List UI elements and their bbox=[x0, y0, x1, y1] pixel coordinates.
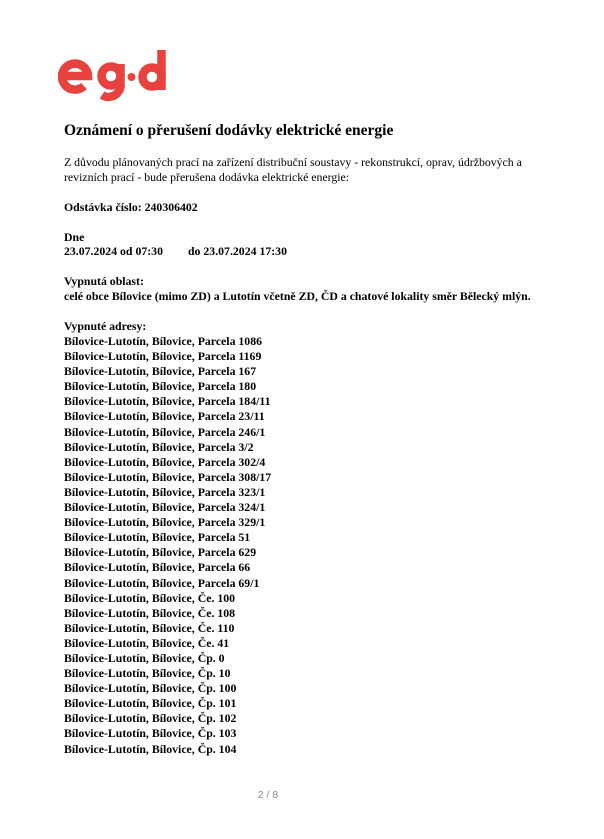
address-item: Bílovice-Lutotín, Bílovice, Parcela 180 bbox=[64, 379, 257, 394]
egd-logo bbox=[58, 46, 170, 102]
address-item: Bílovice-Lutotín, Bílovice, Parcela 629 bbox=[64, 545, 257, 560]
address-item: Bílovice-Lutotín, Bílovice, Čp. 100 bbox=[64, 681, 237, 696]
date-from: 23.07.2024 od 07:30 bbox=[64, 244, 163, 258]
date-label: Dne bbox=[64, 230, 85, 244]
address-item: Bílovice-Lutotín, Bílovice, Parcela 308/17 bbox=[64, 469, 272, 484]
address-list bbox=[64, 334, 271, 757]
page-indicator-wrap bbox=[0, 789, 604, 801]
address-item: Bílovice-Lutotín, Bílovice, Parcela 184/11 bbox=[64, 394, 271, 409]
address-item: Bílovice-Lutotín, Bílovice, Parcela 167 bbox=[64, 364, 257, 379]
address-item: Bílovice-Lutotín, Bílovice, Parcela 3/2 bbox=[64, 439, 254, 454]
address-item: Bílovice-Lutotín, Bílovice, Če. 100 bbox=[64, 590, 236, 605]
address-item: Bílovice-Lutotín, Bílovice, Parcela 302/4 bbox=[64, 454, 266, 469]
address-item: Bílovice-Lutotín, Bílovice, Parcela 323/1 bbox=[64, 484, 266, 499]
address-item: Bílovice-Lutotín, Bílovice, Če. 110 bbox=[64, 620, 235, 635]
address-item: Bílovice-Lutotín, Bílovice, Če. 108 bbox=[64, 605, 236, 620]
address-item: Bílovice-Lutotín, Bílovice, Parcela 51 bbox=[64, 530, 251, 545]
area-value: celé obce Bílovice (mimo ZD) a Lutotín včetně ZD, ČD a chatové lokality směr Bělecký mlýn. bbox=[64, 289, 531, 303]
address-item: Bílovice-Lutotín, Bílovice, Parcela 329/1 bbox=[64, 515, 266, 530]
address-item: Bílovice-Lutotín, Bílovice, Parcela 324/1 bbox=[64, 500, 266, 515]
address-item: Bílovice-Lutotín, Bílovice, Parcela 69/1 bbox=[64, 575, 260, 590]
address-item: Bílovice-Lutotín, Bílovice, Parcela 66 bbox=[64, 560, 251, 575]
address-item: Bílovice-Lutotín, Bílovice, Parcela 1169 bbox=[64, 349, 262, 364]
address-item: Bílovice-Lutotín, Bílovice, Če. 41 bbox=[64, 635, 230, 650]
area-label: Vypnutá oblast: bbox=[64, 274, 144, 288]
date-to: do 23.07.2024 17:30 bbox=[188, 244, 287, 258]
notice-intro: Z důvodu plánovaných prací na zařízení distribuční soustavy - rekonstrukcí, oprav, údržbových a revizních prací - bude přerušena dodávka elektrické energie: bbox=[64, 155, 522, 184]
address-item: Bílovice-Lutotín, Bílovice, Parcela 1086 bbox=[64, 334, 263, 348]
address-item: Bílovice-Lutotín, Bílovice, Čp. 103 bbox=[64, 726, 237, 741]
addresses-label: Vypnuté adresy: bbox=[64, 319, 147, 333]
address-item: Bílovice-Lutotín, Bílovice, Čp. 104 bbox=[64, 741, 237, 756]
address-item: Bílovice-Lutotín, Bílovice, Čp. 101 bbox=[64, 696, 237, 711]
outage-number: Odstávka číslo: 240306402 bbox=[64, 200, 198, 214]
address-item: Bílovice-Lutotín, Bílovice, Parcela 246/1 bbox=[64, 424, 266, 439]
address-item: Bílovice-Lutotín, Bílovice, Čp. 10 bbox=[64, 666, 231, 681]
address-item: Bílovice-Lutotín, Bílovice, Čp. 102 bbox=[64, 711, 237, 726]
address-item: Bílovice-Lutotín, Bílovice, Čp. 0 bbox=[64, 650, 225, 665]
page-indicator: 2 / 8 bbox=[257, 789, 279, 801]
address-item: Bílovice-Lutotín, Bílovice, Parcela 23/11 bbox=[64, 409, 265, 424]
date-row bbox=[64, 244, 287, 259]
notice-title: Oznámení o přerušení dodávky elektrické energie bbox=[64, 122, 394, 139]
